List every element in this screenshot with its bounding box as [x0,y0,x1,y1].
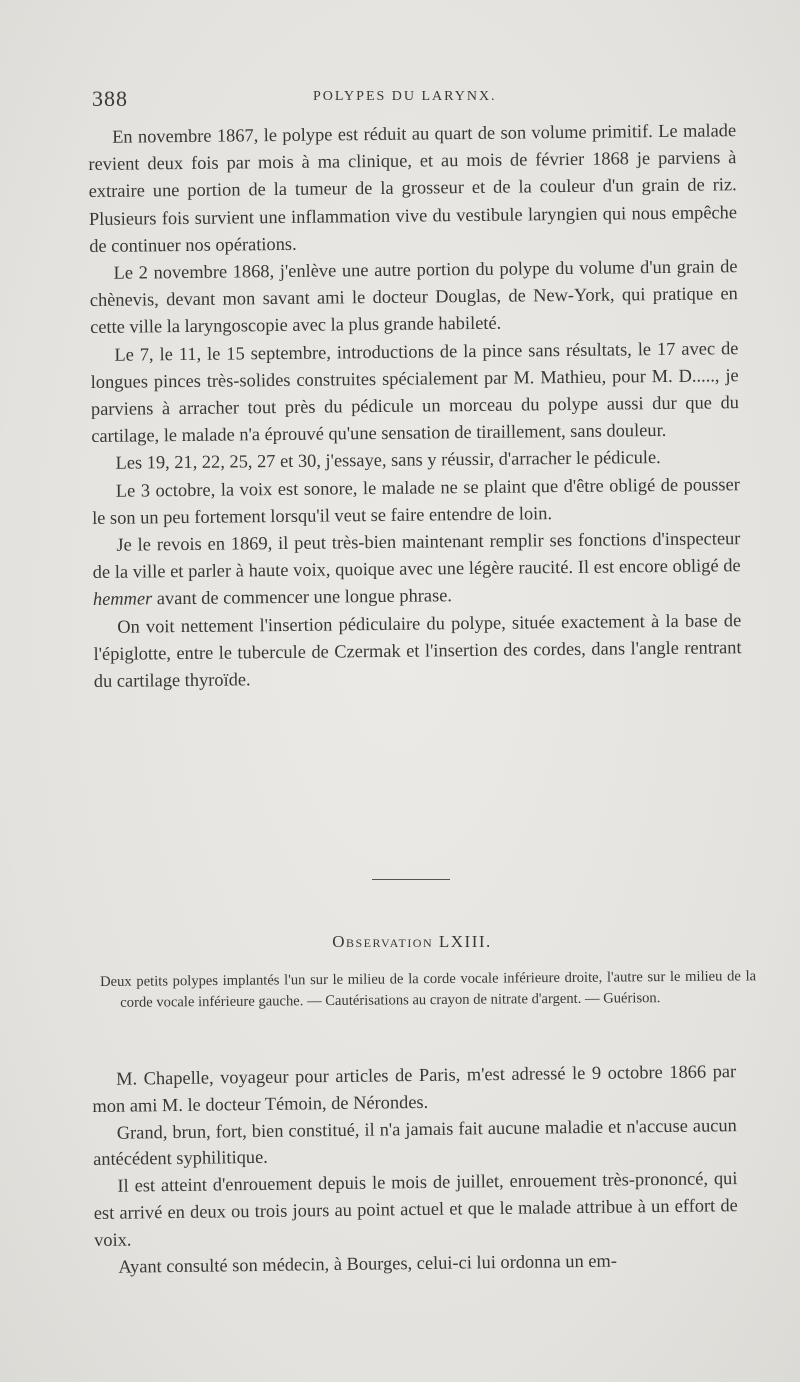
observation-paragraph-3: Il est atteint d'enrouement depuis le mois de juillet, enrouement très-prononcé, qui est arrivé en deux ou trois jours au point actuel et que le malade attribue à un effort de voix. [93,1168,738,1250]
body-text [88,117,742,695]
observation-paragraph-1: M. Chapelle, voyageur pour articles de Paris, m'est adressé le 9 octobre 1866 par mon ami M. le docteur Témoin, de Nérondes. [92,1061,737,1116]
running-title: POLYPES DU LARYNX. [313,89,497,104]
paragraph-6 [92,525,741,613]
italic-word: hemmer [92,588,153,610]
page-number: 388 [92,86,128,111]
paragraph-3: Le 7, le 11, le 15 septembre, introductions de la pince sans résultats, le 17 avec de longues pinces très-solides construites spécialement par M. Mathieu, pour M. D....., je parviens à arracher tout près du pédicule un morceau du polype aussi dur que du cartilage, le malade n'a éprouvé qu'une sensation de tiraillement, sans douleur. [90,337,740,447]
page-header [88,86,738,116]
observation-paragraph-2: Grand, brun, fort, bien constitué, il n'a jamais fait aucune maladie et n'accuse aucun antécédent syphilitique. [93,1114,737,1170]
paragraph-4: Les 19, 21, 22, 25, 27 et 30, j'essaye, sans y réussir, d'arracher le pédicule. [115,447,661,474]
observation-paragraph-4: Ayant consulté son médecin, à Bourges, celui-ci lui ordonna un em- [118,1250,618,1277]
paragraph-1: En novembre 1867, le polype est réduit au quart de son volume primitif. Le malade revient deux fois par mois à ma clinique, et au mois de février 1868 je parviens à extraire une portion de la tumeur de la grosseur et de la couleur d'un grain de riz. Plusieurs fois survient une inflammation vive du vestibule laryngien qui nous empêche de continuer nos opérations. [88,120,738,256]
section-separator [372,879,450,880]
observation-text [92,1058,739,1280]
paragraph-5: Le 3 octobre, la voix est sonore, le malade ne se plaint que d'être obligé de pousser le son un peu fortement lorsqu'il veut se faire entendre de loin. [92,473,740,528]
paragraph-2: Le 2 novembre 1868, j'enlève une autre portion du polype du volume d'un grain de chènevis, devant mon savant ami le docteur Douglas, de New-York, qui pratique en cette ville la laryngoscopie avec la plus grande habileté. [89,256,738,338]
paragraph-6-start: Je le revois en 1869, il peut très-bien maintenant remplir ses fonctions d'inspecteur de la ville et parler à haute voix, quoique avec une légère raucité. Il est encore obligé de [92,528,741,583]
paragraph-6-end: avant de commencer une longue phrase. [152,585,453,609]
paragraph-7: On voit nettement l'insertion pédiculaire du polype, située exactement à la base de l'épiglotte, entre le tubercule de Czermak et l'insertion des cordes, dans l'angle rentrant du cartilage thyroïde. [93,609,742,692]
observation-title: Observation LXIII. [332,932,492,951]
observation-summary: Deux petits polypes implantés l'un sur le milieu de la corde vocale inférieure droite, l'autre sur le milieu de la corde vocale inférieure gauche. — Cautérisations au crayon de nitrate d'argent. — Guérison. [100,968,757,1011]
